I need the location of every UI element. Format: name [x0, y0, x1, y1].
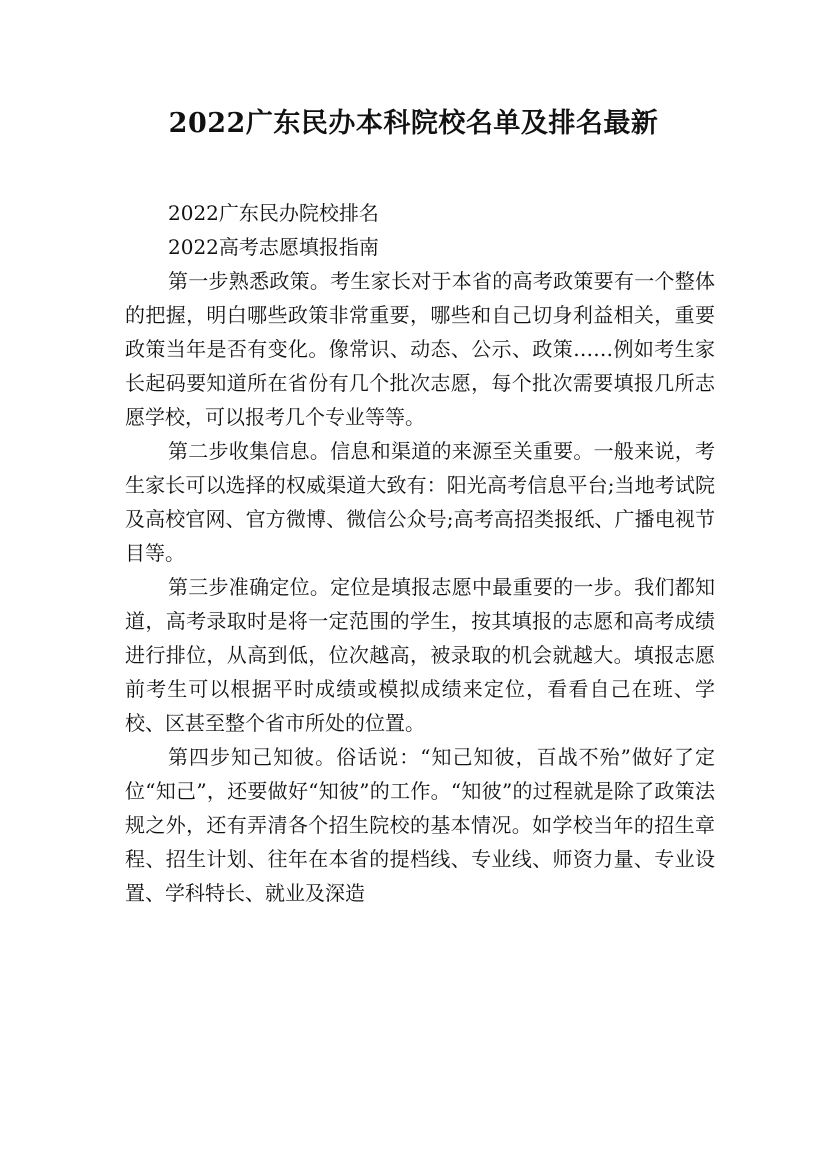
document-body	[125, 196, 715, 910]
paragraph-step-four: 第四步知己知彼。俗话说：“知己知彼，百战不殆”做好了定位“知己”，还要做好“知彼”的工作。“知彼”的过程就是除了政策法规之外，还有弄清各个招生院校的基本情况。如学校当年的招生章程、招生计划、往年在本省的提档线、专业线、师资力量、专业设置、学科特长、就业及深造	[125, 745, 715, 905]
paragraph-ranking-heading: 2022广东民办院校排名	[168, 201, 379, 225]
document-title: 2022广东民办本科院校名单及排名最新	[168, 108, 659, 139]
paragraph-step-three: 第三步准确定位。定位是填报志愿中最重要的一步。我们都知道，高考录取时是将一定范围的学生，按其填报的志愿和高考成绩进行排位，从高到低，位次越高，被录取的机会就越大。填报志愿前考生可以根据平时成绩或模拟成绩来定位，看看自己在班、学校、区甚至整个省市所处的位置。	[125, 575, 715, 735]
paragraph-guide-heading: 2022高考志愿填报指南	[168, 235, 379, 259]
paragraph-step-two: 第二步收集信息。信息和渠道的来源至关重要。一般来说，考生家长可以选择的权威渠道大致有：阳光高考信息平台;当地考试院及高校官网、官方微博、微信公众号;高考高招类报纸、广播电视节目等。	[125, 439, 715, 565]
paragraph-step-one: 第一步熟悉政策。考生家长对于本省的高考政策要有一个整体的把握，明白哪些政策非常重要，哪些和自己切身利益相关，重要政策当年是否有变化。像常识、动态、公示、政策……例如考生家长起码要知道所在省份有几个批次志愿，每个批次需要填报几所志愿学校，可以报考几个专业等等。	[125, 269, 715, 429]
